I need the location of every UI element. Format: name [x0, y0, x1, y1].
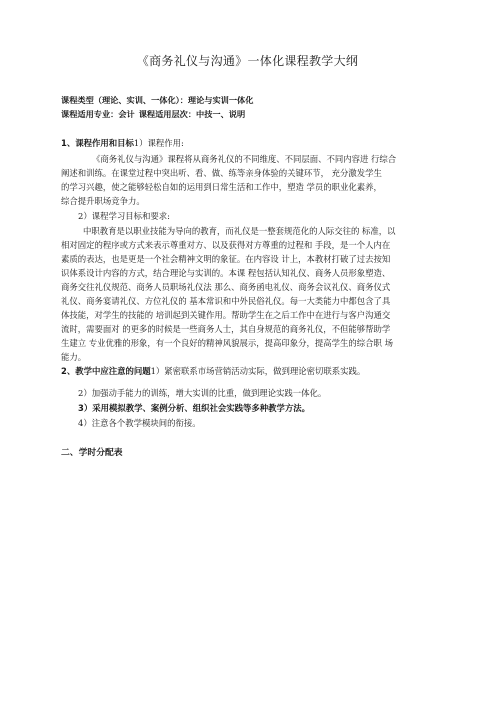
- para2-line: 商务交往礼仪规范、商务人员职场礼仪法 那么、商务函电礼仪、商务会议礼仪、商务仪式: [61, 282, 391, 292]
- course-type-line: [61, 95, 253, 106]
- section3-heading: 二、学时分配表: [61, 448, 123, 458]
- major-line: [61, 109, 245, 120]
- major-label: 课程适用专业：: [61, 109, 119, 119]
- section2-item: 2）加强动手能力的训练，增大实训的比重，做到理论实践一体化。: [78, 388, 327, 398]
- para2-line: 素质的表达，也是更是一个社会精神文明的象征。在内容设 计上，本教材打破了过去按知: [61, 254, 391, 264]
- para1-line: 《商务礼仪与沟通》课程将从商务礼仪的不同维度、不同层面、不同内容进 行综合: [92, 154, 397, 164]
- para2-line: 生建立 专业优雅的形象，有一个良好的精神风貌展示，提高印象分，提高学生的综合职 场: [61, 338, 393, 348]
- section2-item-bold: 3）采用模拟教学、案例分析、组织社会实践等多种教学方法。: [78, 403, 310, 413]
- para1-line: 阐述和训练。在课堂过程中突出听、看、做、练等亲身体验的关键环节， 充分激发学生: [61, 168, 382, 178]
- para2-line: 体技能，对学生的技能的 培训起到关键作用。帮助学生在之后工作中在进行与客户沟通交: [61, 310, 391, 320]
- section2-heading-tail: 1）紧密联系市场营销活动实际，做到理论密切联系实践。: [150, 366, 366, 376]
- level-label: 课程适用层次：: [138, 109, 197, 119]
- major-value: 会计: [118, 109, 135, 119]
- section2-heading: 2、教学中应注意的问题1）紧密联系市场营销活动实际，做到理论密切联系实践。: [61, 366, 366, 376]
- section1-heading-tail: 1）课程作用:: [133, 138, 184, 148]
- para1-line: 的学习兴趣，使之能够轻松自如的运用到日常生活和工作中，塑造 学员的职业化素养，: [61, 182, 382, 192]
- course-type-label: 课程类型（理论、实训、一体化）：: [61, 95, 188, 105]
- course-type-value: 理论与实训一体化: [187, 95, 254, 105]
- para1-line: 综合提升职场竞争力。: [61, 196, 145, 206]
- document-title: 《商务礼仪与沟通》一体化课程教学大纲: [136, 54, 359, 68]
- para2-line: 能力。: [61, 352, 87, 362]
- para2-line: 相对固定的程序或方式来表示尊重对方、以及获得对方尊重的过程和 手段，是一个人内在: [61, 240, 391, 250]
- subheading-goals: 2）课程学习目标和要求:: [78, 211, 170, 221]
- para2-line: 流时，需要面对 的更多的时候是一些商务人士，其自身规范的商务礼仪，不但能够帮助学: [61, 324, 391, 334]
- section2-item: 4）注意各个教学模块间的衔接。: [78, 418, 201, 428]
- section1-heading: 1、课程作用和目标1）课程作用:: [61, 138, 184, 148]
- level-value: 中技一、说明: [196, 109, 246, 119]
- para2-line: 中职教育是以职业技能为导向的教育，而礼仪是一整套规范化的人际交往的 标准，以: [83, 226, 396, 236]
- para2-line: 礼仪、商务宴请礼仪、方位礼仪的 基本常识和中外民俗礼仪。每一大类能力中都包含了具: [61, 296, 391, 306]
- para2-line: 识体系设计内容的方式，结合理论与实训的。本课 程包括认知礼仪、商务人员形象塑造、: [61, 268, 391, 278]
